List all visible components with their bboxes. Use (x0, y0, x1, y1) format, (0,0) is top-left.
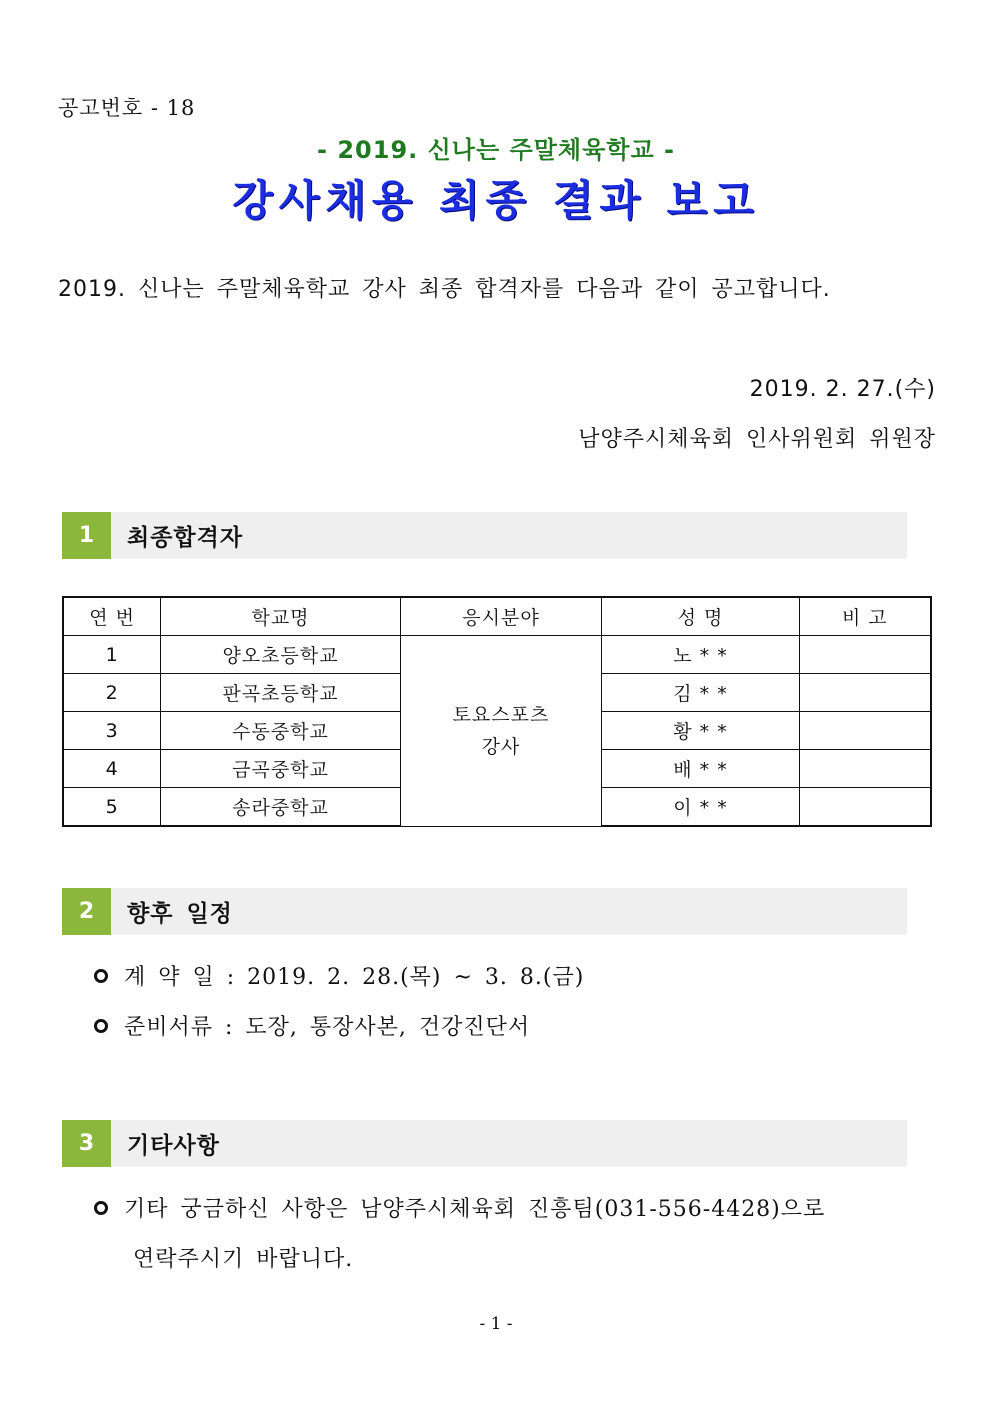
page-number: - 1 - (479, 1314, 513, 1334)
candidate-name: 노 * * (602, 636, 800, 674)
school-name: 양오초등학교 (161, 636, 400, 674)
section-label: 향후 일정 (127, 901, 233, 927)
section-label: 기타사항 (127, 1133, 220, 1159)
row-number: 1 (63, 636, 161, 674)
note (799, 636, 931, 674)
candidate-name: 김 * * (602, 674, 800, 712)
row-number: 5 (63, 788, 161, 827)
field-line-2: 강사 (481, 735, 521, 758)
candidate-name: 배 * * (602, 750, 800, 788)
row-number: 4 (63, 750, 161, 788)
row-number: 3 (63, 712, 161, 750)
school-name: 송라중학교 (161, 788, 400, 827)
table-header-row (63, 597, 931, 636)
page-title: 강사채용 최종 결과 보고 (232, 176, 760, 225)
schedule-item (94, 960, 584, 991)
note (799, 712, 931, 750)
circle-bullet-icon (94, 1019, 108, 1033)
misc-line-1: 기타 궁금하신 사항은 남양주시체육회 진흥팀(031-556-4428)으로 (124, 1197, 826, 1222)
circle-bullet-icon (94, 1201, 108, 1215)
school-name: 판곡초등학교 (161, 674, 400, 712)
section-number: 3 (62, 1120, 111, 1167)
candidate-name: 이 * * (602, 788, 800, 827)
section-header-schedule (62, 888, 907, 935)
schedule-item (94, 1010, 530, 1041)
note (799, 788, 931, 827)
circle-bullet-icon (94, 969, 108, 983)
candidate-name: 황 * * (602, 712, 800, 750)
section-header-misc (62, 1120, 907, 1167)
schedule-item-text: 계 약 일 : 2019. 2. 28.(목) ~ 3. 8.(금) (124, 965, 585, 990)
application-field (400, 636, 602, 827)
field-line-1: 토요스포츠 (452, 703, 550, 726)
results-table (62, 596, 932, 827)
school-name: 수동중학교 (161, 712, 400, 750)
table-row (63, 636, 931, 674)
school-name: 금곡중학교 (161, 750, 400, 788)
column-header: 학교명 (161, 597, 400, 636)
announcement-date: 2019. 2. 27.(수) (749, 377, 936, 402)
signer: 남양주시체육회 인사위원회 위원장 (578, 427, 936, 452)
note (799, 674, 931, 712)
column-header: 연 번 (63, 597, 161, 636)
column-header: 비 고 (799, 597, 931, 636)
schedule-item-text: 준비서류 : 도장, 통장사본, 건강진단서 (124, 1015, 531, 1040)
misc-item (94, 1192, 825, 1223)
note (799, 750, 931, 788)
misc-line-2: 연락주시기 바랍니다. (133, 1247, 354, 1272)
intro-text: 2019. 신나는 주말체육학교 강사 최종 합격자를 다음과 같이 공고합니다. (58, 277, 831, 302)
section-number: 2 (62, 888, 111, 935)
column-header: 성 명 (602, 597, 800, 636)
subtitle: - 2019. 신나는 주말체육학교 - (317, 136, 675, 164)
notice-number: 공고번호 - 18 (58, 96, 196, 120)
section-number: 1 (62, 512, 111, 559)
column-header: 응시분야 (400, 597, 602, 636)
row-number: 2 (63, 674, 161, 712)
section-label: 최종합격자 (127, 525, 244, 551)
section-header-final-candidates (62, 512, 907, 559)
